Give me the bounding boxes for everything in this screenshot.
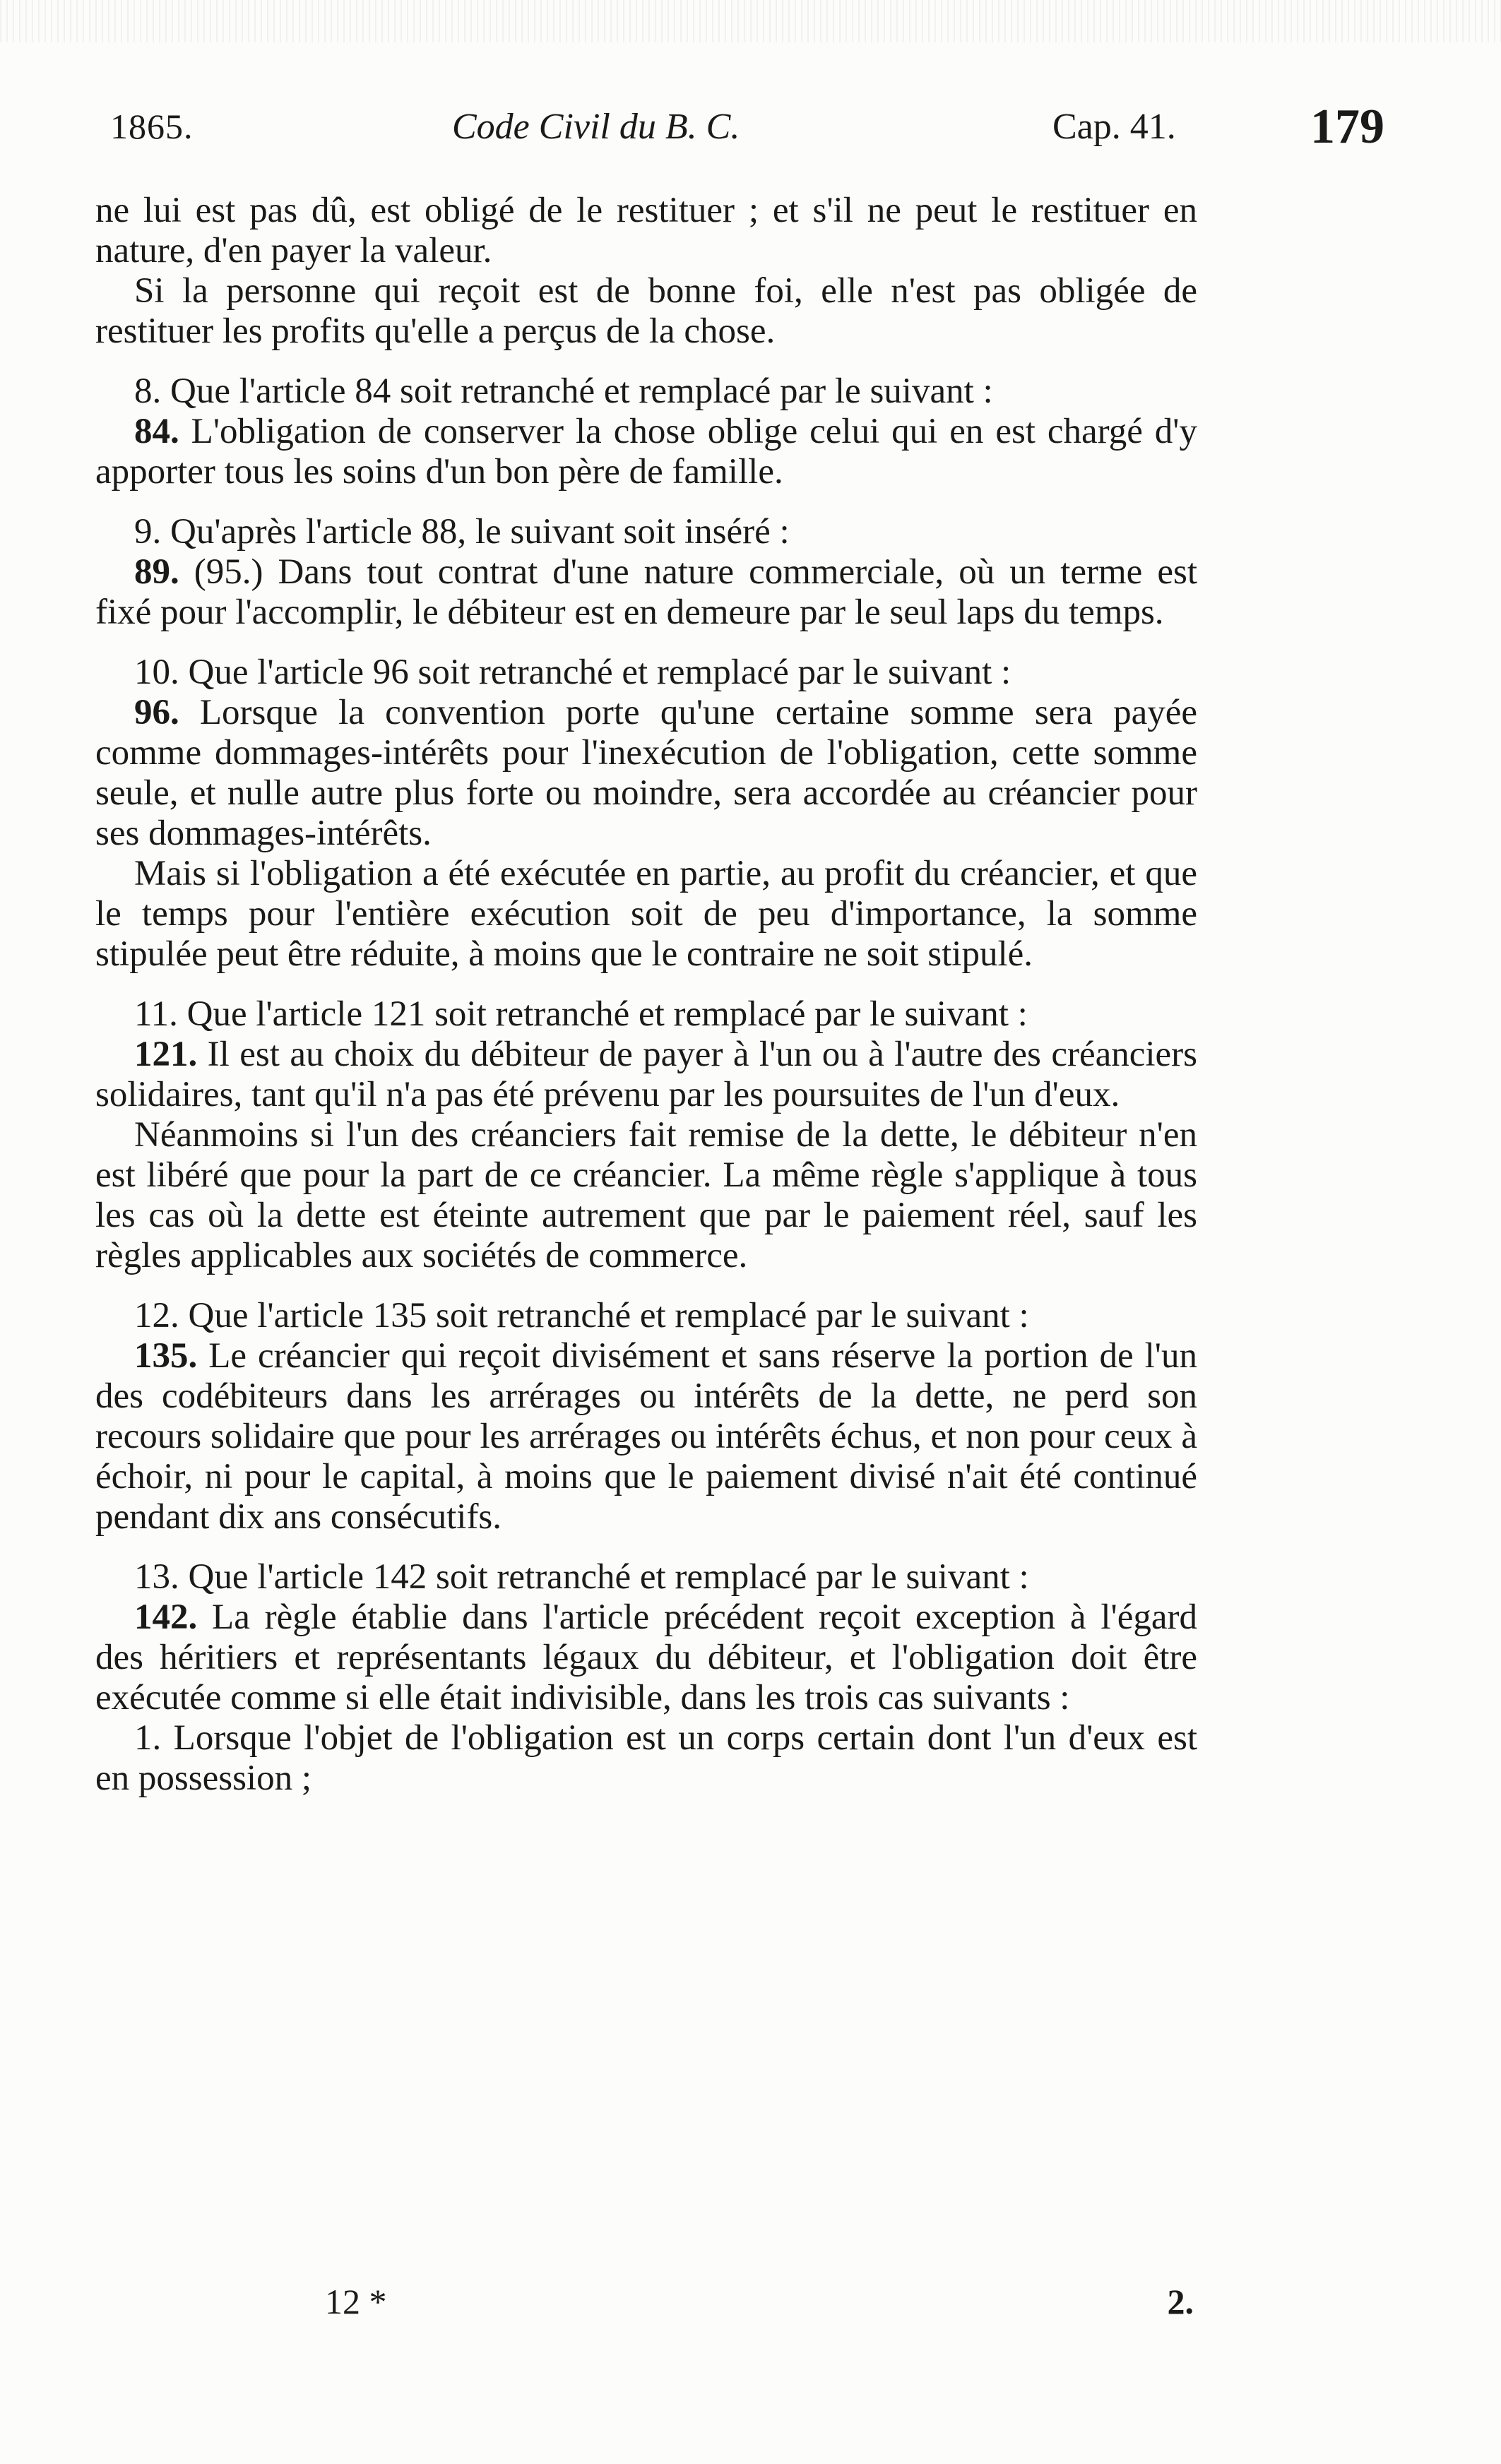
article-number: 84. [134,412,179,451]
page-footer [92,2281,1194,2331]
amendment-heading [95,994,1197,1035]
article-number: 142. [134,1597,198,1637]
amendment-heading [95,653,1197,693]
paragraph [95,552,1197,633]
body-text [95,191,1197,1799]
paragraph-text: 11. Que l'article 121 soit retranché et remplacé par le suivant : [134,994,1028,1034]
paragraph [95,412,1197,492]
catchword: 2. [1167,2282,1194,2321]
chapter-label: Cap. 41. [1052,107,1176,147]
paragraph-text: Le créancier qui reçoit divisément et sans réserve la portion de l'un des codébiteurs dans les arrérages ou intérêts de la dette, ne perd son recours solidaire que pour les arrérages ou intérêts échus, et non pour ceux à échoir, ni pour le capital, à moins que le paiement divisé n'ait été continué pendant dix ans consécutifs. [95,1336,1197,1537]
paragraph [95,1035,1197,1115]
article-number: 89. [134,552,179,592]
amendment-heading [95,371,1197,412]
paragraph-text: 13. Que l'article 142 soit retranché et remplacé par le suivant : [134,1557,1029,1597]
article-number: 96. [134,693,179,732]
paragraph [95,271,1197,352]
page-number: 179 [1310,100,1384,154]
article-number: 121. [134,1035,198,1074]
paragraph-text: ne lui est pas dû, est obligé de le restituer ; et s'il ne peut le restituer en nature, d'en payer la valeur. [95,191,1197,270]
signature-mark: 12 * [325,2282,387,2321]
paragraph [95,1718,1197,1799]
paragraph-text: 9. Qu'après l'article 88, le suivant soit inséré : [134,512,790,552]
amendment-heading [95,1296,1197,1336]
article-number: 135. [134,1336,198,1376]
running-title: Code Civil du B. C. [452,107,740,147]
amendment-heading [95,1557,1197,1597]
paragraph [95,854,1197,975]
paragraph [95,693,1197,854]
paragraph-text: 1. Lorsque l'objet de l'obligation est un corps certain dont l'un d'eux est en possession ; [95,1718,1197,1798]
paragraph-text: 12. Que l'article 135 soit retranché et remplacé par le suivant : [134,1296,1029,1335]
paragraph-text: Lorsque la convention porte qu'une certaine somme sera payée comme dommages-intérêts pour l'inexécution de l'obligation, cette somme seule, et nulle autre plus forte ou moindre, sera accordée au créancier pour ses dommages-intérêts. [95,693,1197,853]
paragraph-text: 10. Que l'article 96 soit retranché et remplacé par le suivant : [134,653,1011,692]
paragraph [95,1336,1197,1537]
paragraph-text: L'obligation de conserver la chose oblige celui qui en est chargé d'y apporter tous les soins d'un bon père de famille. [95,412,1197,492]
paragraph-text: Néanmoins si l'un des créanciers fait remise de la dette, le débiteur n'en est libéré que pour la part de ce créancier. La même règle s'applique à tous les cas où la dette est éteinte autrement que par le paiement réel, sauf les règles applicables aux sociétés de commerce. [95,1115,1197,1275]
header-year: 1865. [110,107,194,146]
running-header [106,99,1392,162]
paragraph-text: Mais si l'obligation a été exécutée en partie, au profit du créancier, et que le temps pour l'entière exécution soit de peu d'importance, la somme stipulée peut être réduite, à moins que le contraire ne soit stipulé. [95,854,1197,974]
paragraph-text: 8. Que l'article 84 soit retranché et remplacé par le suivant : [134,371,993,411]
paragraph-text: Il est au choix du débiteur de payer à l'un ou à l'autre des créanciers solidaires, tant qu'il n'a pas été prévenu par les poursuites de l'un d'eux. [95,1035,1197,1114]
paragraph [95,191,1197,271]
paragraph-text: (95.) Dans tout contrat d'une nature commerciale, où un terme est fixé pour l'accomplir, le débiteur est en demeure par le seul laps du temps. [95,552,1197,632]
paragraph-text: La règle établie dans l'article précédent reçoit exception à l'égard des héritiers et représentants légaux du débiteur, et l'obligation doit être exécutée comme si elle était indivisible, dans les trois cas suivants : [95,1597,1197,1718]
paragraph [95,1597,1197,1718]
amendment-heading [95,512,1197,552]
paragraph [95,1115,1197,1276]
paragraph-text: Si la personne qui reçoit est de bonne foi, elle n'est pas obligée de restituer les profits qu'elle a perçus de la chose. [95,271,1197,351]
scan-edge [0,0,1501,42]
